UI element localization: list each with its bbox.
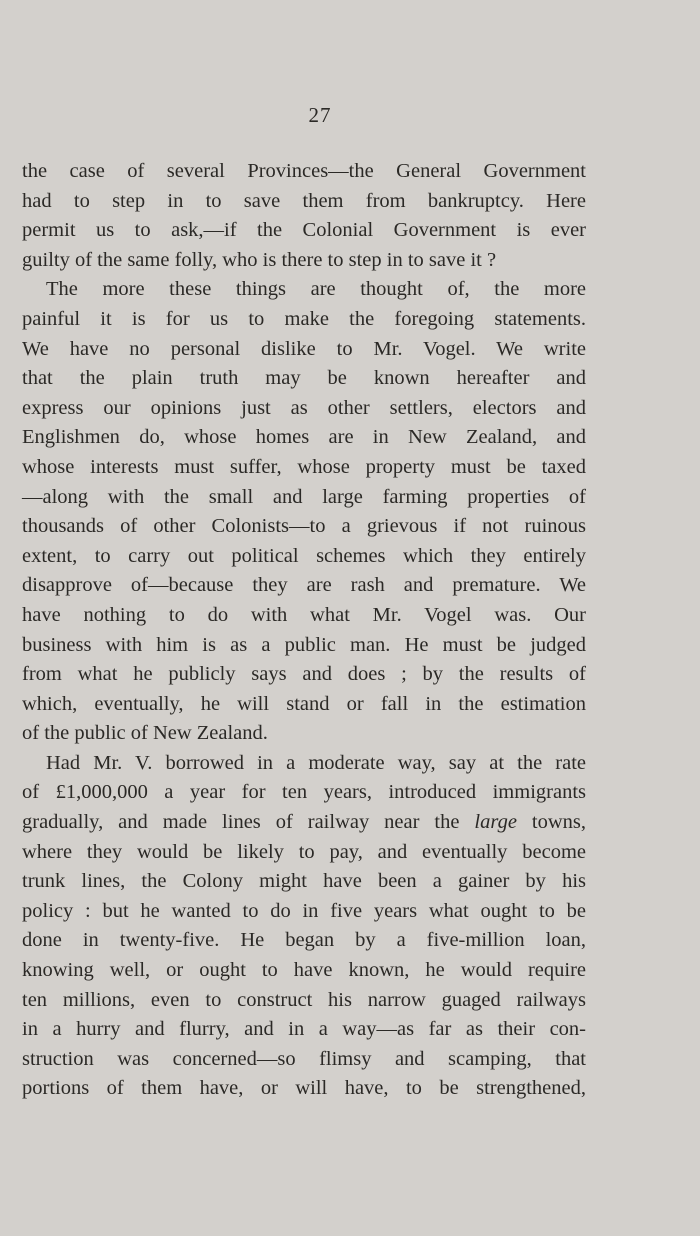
- text-line: which, eventually, he will stand or fall in the estimation: [22, 692, 586, 715]
- text-line: The more these things are thought of, the more: [46, 278, 586, 301]
- text-line-with-italic: [22, 808, 586, 838]
- text-line: Englishmen do, whose homes are in New Zealand, and: [22, 426, 586, 449]
- text-line: extent, to carry out political schemes which they entirely: [22, 544, 586, 567]
- text-line: policy : but he wanted to do in five years what ought to be: [22, 899, 586, 922]
- text-line: thousands of other Colonists—to a grievous if not ruinous: [22, 515, 586, 538]
- text-line: of £1,000,000 a year for ten years, introduced immigrants: [22, 781, 586, 804]
- text-line: business with him is as a public man. He must be judged: [22, 633, 586, 656]
- text-line: disapprove of—because they are rash and premature. We: [22, 574, 586, 597]
- text-line: the case of several Provinces—the General Government: [22, 160, 586, 182]
- italic-word: large: [474, 811, 517, 834]
- text-line: ten millions, even to construct his narrow guaged railways: [22, 988, 586, 1011]
- text-line: guilty of the same folly, who is there to step in to save it ?: [22, 248, 497, 271]
- text-line: from what he publicly says and does ; by the results of: [22, 663, 586, 686]
- text-line: —along with the small and large farming properties of: [22, 485, 586, 508]
- text-line: where they would be likely to pay, and eventually become: [22, 840, 586, 863]
- text-line: Had Mr. V. borrowed in a moderate way, say at the rate: [46, 751, 586, 774]
- text-line: struction was concerned—so flimsy and scamping, that: [22, 1047, 586, 1070]
- text-line: that the plain truth may be known hereafter and: [22, 367, 586, 390]
- text-line: had to step in to save them from bankruptcy. Here: [22, 189, 586, 212]
- text-line: trunk lines, the Colony might have been a gainer by his: [22, 870, 586, 893]
- text-line: express our opinions just as other settlers, electors and: [22, 396, 586, 419]
- body-text: [22, 157, 586, 1104]
- text-line: We have no personal dislike to Mr. Vogel. We write: [22, 337, 586, 360]
- text-line: knowing well, or ought to have known, he would require: [22, 959, 586, 982]
- text-line: in a hurry and flurry, and in a way—as far as their con-: [22, 1018, 586, 1041]
- text-line: of the public of New Zealand.: [22, 722, 268, 745]
- text-segment: gradually, and made lines of railway near the: [22, 811, 460, 834]
- text-line: permit us to ask,—if the Colonial Government is ever: [22, 219, 586, 242]
- text-line: have nothing to do with what Mr. Vogel was. Our: [22, 603, 586, 626]
- text-line: painful it is for us to make the foregoing statements.: [22, 307, 586, 330]
- text-line: done in twenty-five. He began by a five-million loan,: [22, 929, 586, 952]
- page-number: 27: [308, 103, 332, 127]
- text-line: portions of them have, or will have, to be strengthened,: [22, 1077, 586, 1100]
- text-segment: towns,: [531, 811, 586, 834]
- text-line: whose interests must suffer, whose property must be taxed: [22, 455, 586, 478]
